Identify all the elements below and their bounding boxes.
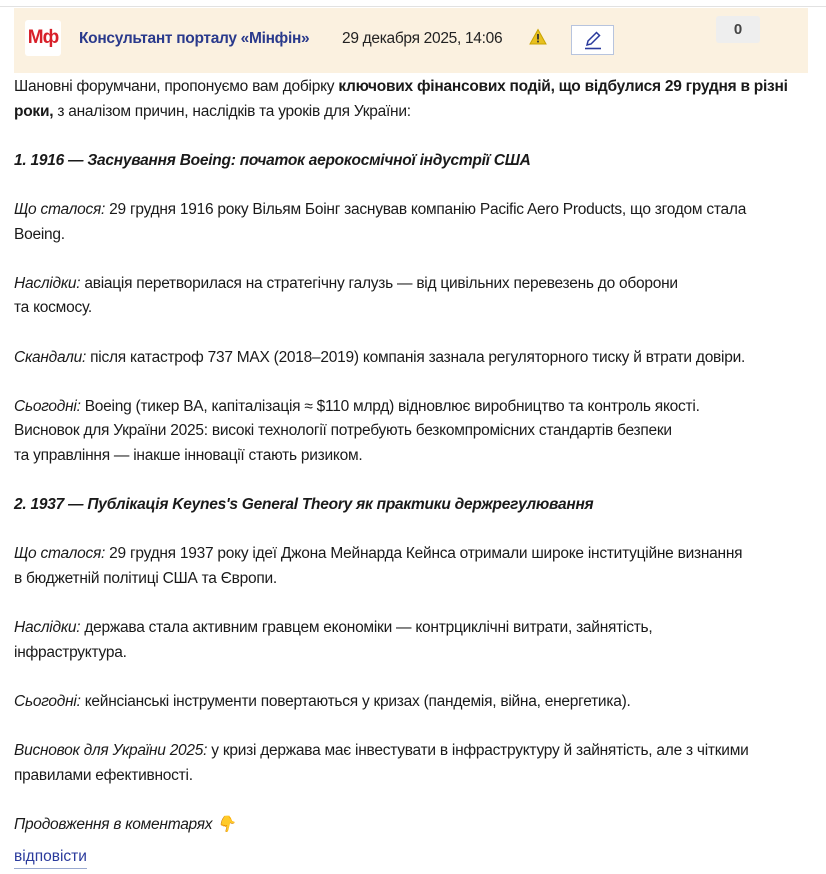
- text-segment: Висновок для України 2025:: [14, 742, 208, 760]
- text-line: [14, 739, 814, 764]
- text-line: [14, 272, 814, 297]
- text-line: [14, 542, 814, 567]
- text-segment: з аналізом причин, наслідків та уроків для України:: [53, 102, 411, 120]
- text-segment: інфраструктура.: [14, 643, 127, 661]
- text-line: [14, 813, 814, 838]
- post-paragraph: [14, 395, 814, 469]
- text-segment: 1. 1916 — Заснування Boeing: початок аерокосмічної індустрії США: [14, 151, 531, 169]
- pencil-icon: [582, 29, 604, 51]
- text-segment: 29 грудня 1937 року ідеї Джона Мейнарда Кейнса отримали широке інституційне визнання: [105, 545, 743, 563]
- text-segment: ключових фінансових подій, що відбулися 29 грудня в різні: [338, 78, 788, 95]
- post-paragraph: [14, 616, 814, 665]
- text-line: [14, 567, 814, 592]
- post-paragraph: [14, 75, 814, 124]
- text-segment: Boeing (тикер BA, капіталізація ≈ $110 млрд) відновлює виробництво та контроль якості.: [80, 397, 700, 415]
- post-paragraph: [14, 690, 814, 715]
- post-body: [14, 75, 814, 862]
- text-line: [14, 616, 814, 641]
- text-segment: Boeing.: [14, 225, 65, 243]
- text-line: [14, 395, 814, 420]
- text-segment: правилами ефективності.: [14, 766, 193, 784]
- text-line: [14, 493, 814, 518]
- post-paragraph: [14, 149, 814, 174]
- text-line: [14, 100, 814, 125]
- text-line: [14, 346, 814, 371]
- text-segment: авіація перетворилася на стратегічну галузь — від цивільних перевезень до оборони: [80, 274, 678, 292]
- text-line: [14, 764, 814, 789]
- text-segment: у кризі держава має інвестувати в інфраструктуру й зайнятість, але з чіткими: [207, 742, 749, 760]
- text-segment: Сьогодні:: [14, 692, 81, 710]
- text-segment: Сьогодні:: [14, 397, 81, 415]
- text-line: [14, 75, 814, 100]
- text-segment: Скандали:: [14, 348, 87, 366]
- post-paragraph: [14, 272, 814, 321]
- post-date: 29 декабря 2025, 14:06: [342, 30, 503, 47]
- text-segment: Продовження в коментарях 👇: [14, 815, 236, 833]
- text-segment: Наслідки:: [14, 274, 81, 292]
- text-line: [14, 198, 814, 223]
- reply-link[interactable]: відповісти: [14, 846, 87, 869]
- post-paragraph: [14, 813, 814, 838]
- text-line: [14, 690, 814, 715]
- post-paragraph: [14, 493, 814, 518]
- text-line: [14, 223, 814, 248]
- text-segment: та управління — інакше інновації стають ризиком.: [14, 446, 363, 464]
- divider: [0, 6, 826, 7]
- text-line: [14, 419, 814, 444]
- text-segment: кейнсіанські інструменти повертаються у кризах (пандемія, війна, енергетика).: [80, 692, 631, 710]
- post-header: [14, 8, 808, 73]
- edit-button[interactable]: [571, 25, 614, 55]
- text-line: [14, 149, 814, 174]
- text-segment: 29 грудня 1916 року Вільям Боінг заснував компанію Pacific Aero Products, що згодом стала: [105, 200, 747, 218]
- text-segment: в бюджетній політиці США та Європи.: [14, 569, 277, 587]
- text-segment: 2. 1937 — Публікація Keynes's General Theory як практики держрегулювання: [14, 496, 594, 514]
- warning-triangle-icon[interactable]: [529, 28, 547, 46]
- post-paragraph: [14, 542, 814, 591]
- text-segment: Наслідки:: [14, 619, 81, 637]
- text-segment: та космосу.: [14, 299, 92, 317]
- text-line: [14, 444, 814, 469]
- rating-counter[interactable]: 0: [716, 16, 760, 43]
- post-paragraph: [14, 346, 814, 371]
- text-line: [14, 296, 814, 321]
- text-segment: держава стала активним гравцем економіки — контрциклічні витрати, зайнятість,: [80, 619, 653, 637]
- text-segment: роки,: [14, 102, 54, 120]
- post-paragraph: [14, 739, 814, 788]
- author-name-link[interactable]: Консультант порталу «Мінфін»: [79, 30, 310, 47]
- text-segment: Висновок для України 2025: високі технології потребують безкомпромісних стандартів безпеки: [14, 422, 672, 440]
- text-segment: після катастроф 737 MAX (2018–2019) компанія зазнала регуляторного тиску й втрати довіри.: [86, 348, 746, 366]
- post-paragraph: [14, 198, 814, 247]
- text-segment: Що сталося:: [14, 545, 106, 563]
- text-line: [14, 641, 814, 666]
- author-avatar-logo: Мф: [25, 20, 61, 56]
- text-segment: Що сталося:: [14, 200, 106, 218]
- text-segment: Шановні форумчани, пропонуємо вам добірку: [14, 78, 339, 95]
